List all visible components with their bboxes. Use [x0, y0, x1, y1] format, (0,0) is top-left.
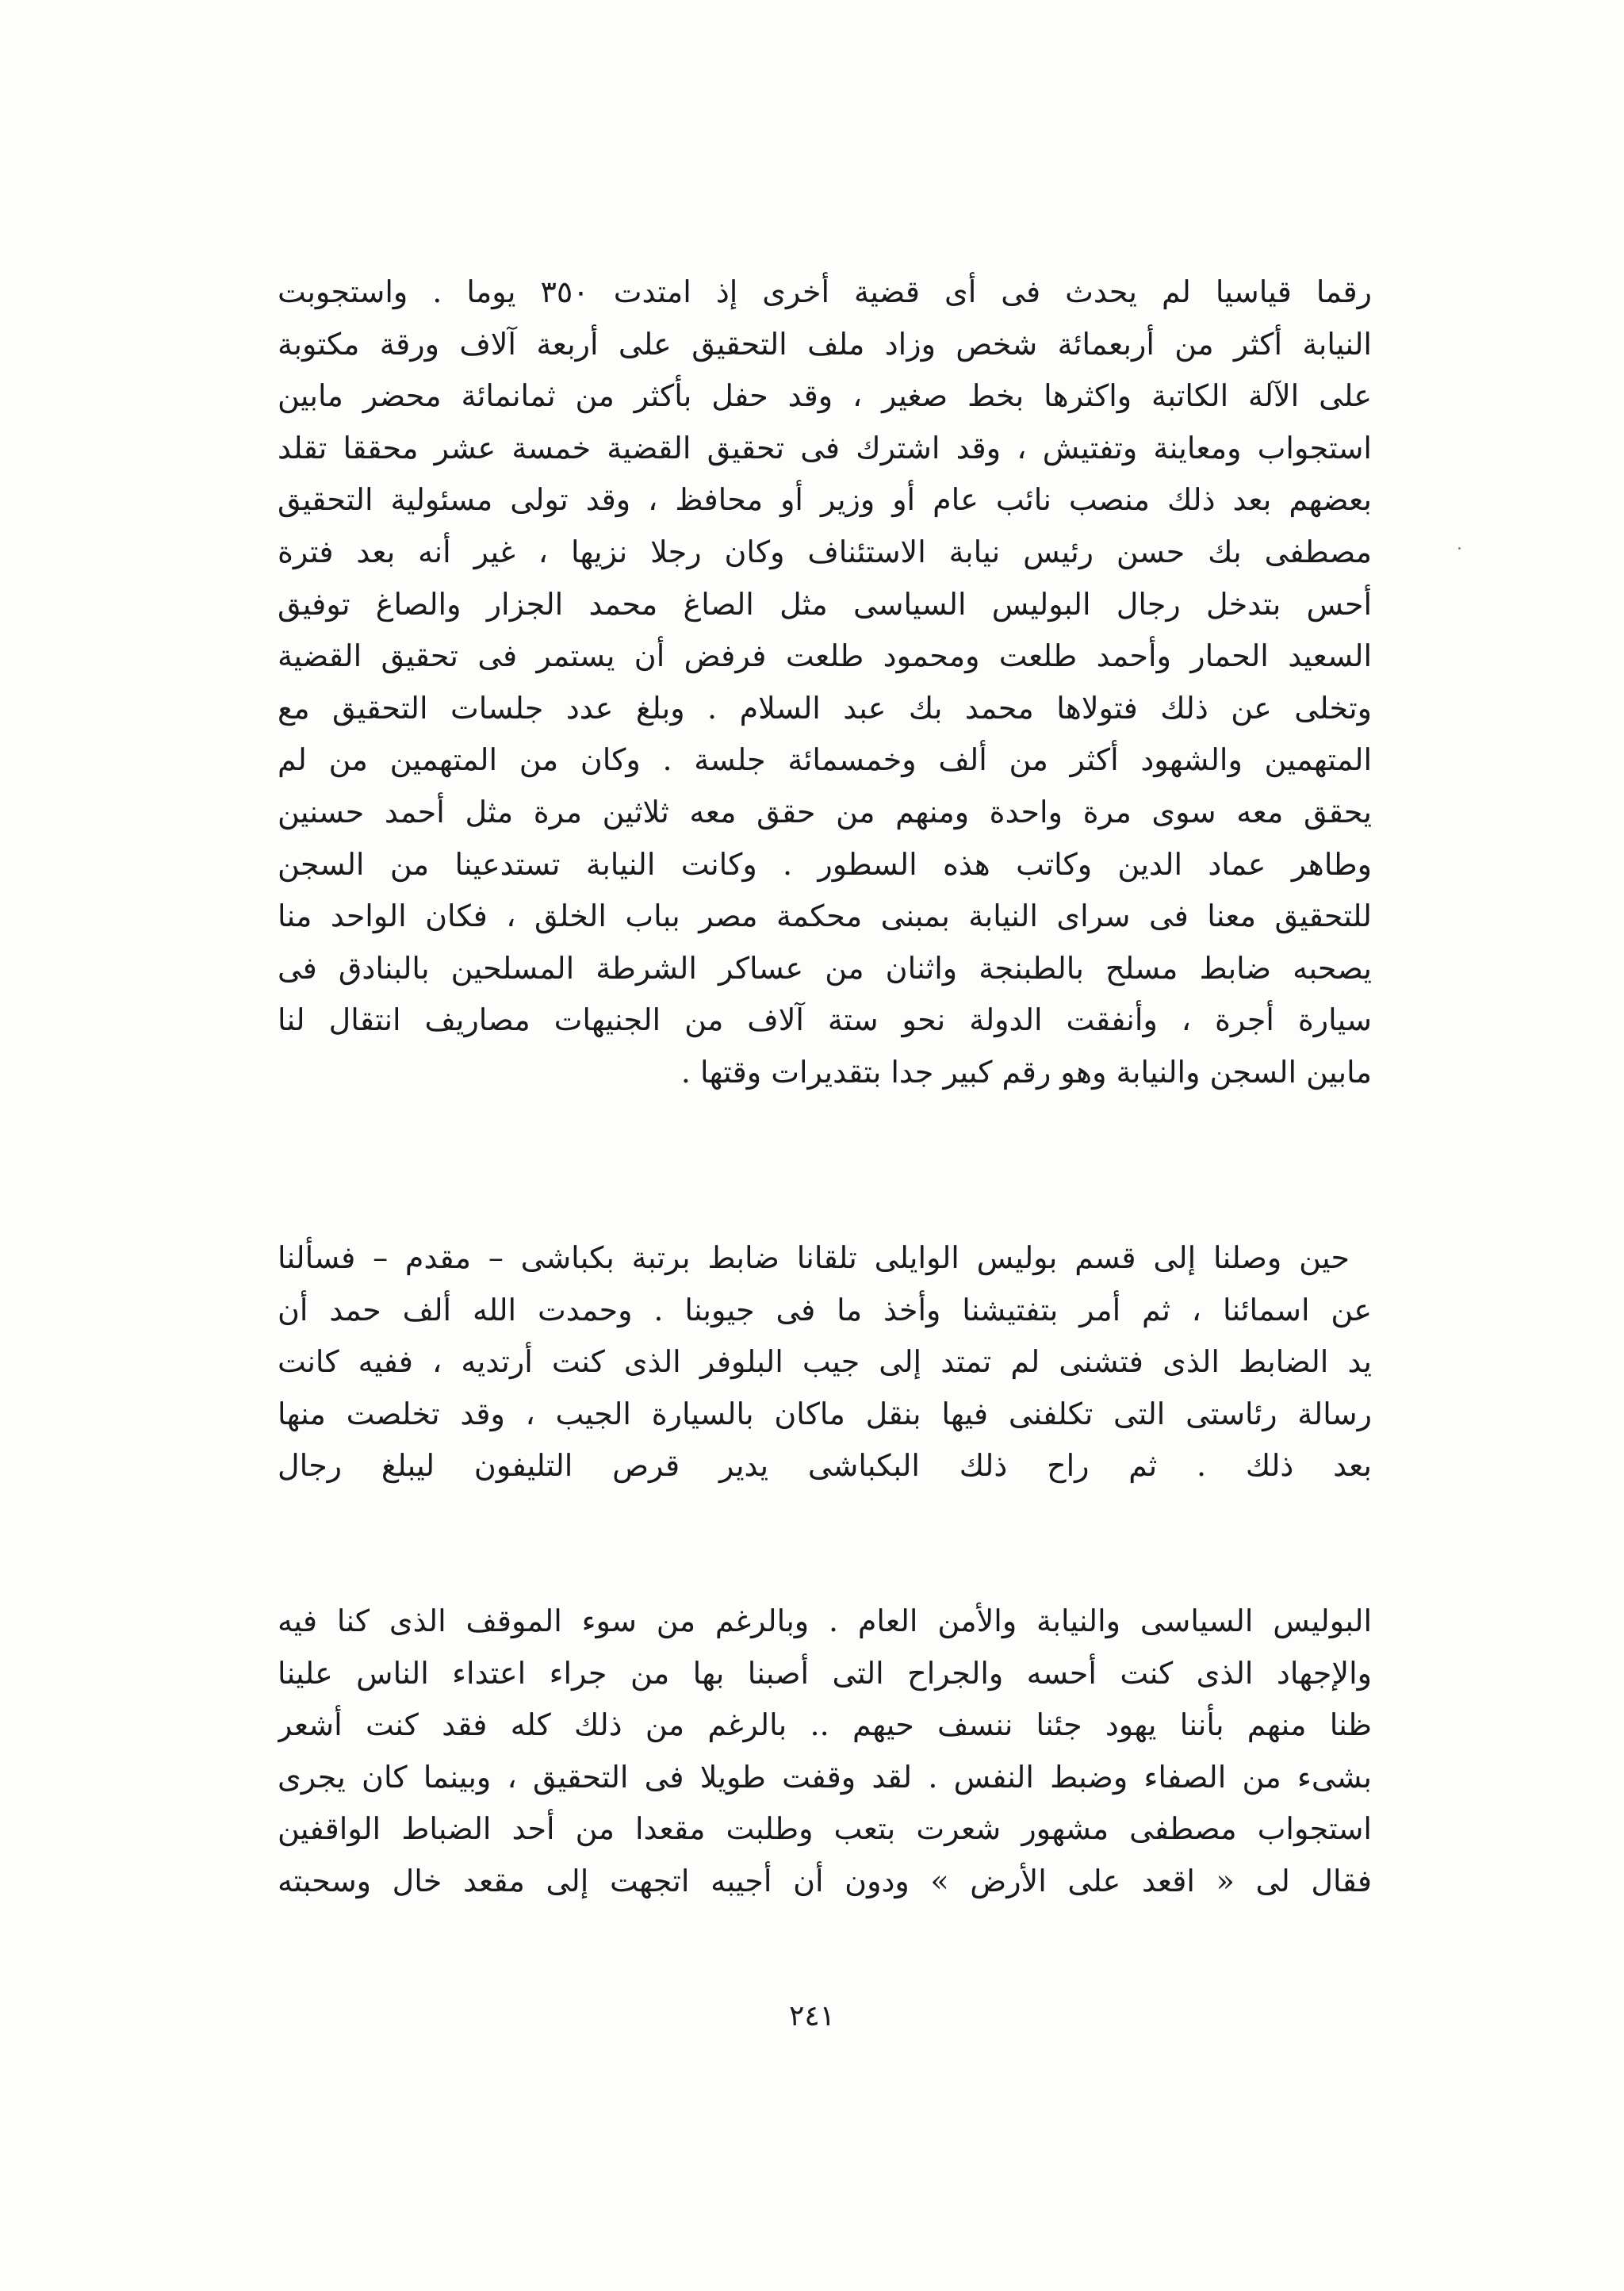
- text-line: رقما قياسيا لم يحدث فى أى قضية أخرى إذ امتدت ٣٥٠ يوما . واستجوبت: [278, 274, 1372, 309]
- text-line: فقال لى « اقعد على الأرض » ودون أن أجيبه اتجهت إلى مقعد خال وسحبته: [278, 1863, 1372, 1898]
- text-line: رسالة رئاستى التى تكلفنى فيها بنقل ماكان بالسيارة الجيب ، وقد تخلصت منها: [278, 1396, 1372, 1431]
- text-line: استجواب مصطفى مشهور شعرت بتعب وطلبت مقعدا من أحد الضباط الواقفين: [278, 1811, 1372, 1847]
- text-line: عن اسمائنا ، ثم أمر بتفتيشنا وأخذ ما فى جيوبنا . وحمدت الله ألف حمد أن: [278, 1292, 1372, 1327]
- text-line: مصطفى بك حسن رئيس نيابة الاستئناف وكان رجلا نزيها ، غير أنه بعد فترة: [278, 534, 1372, 569]
- text-line: بعد ذلك . ثم راح ذلك البكباشى يدير قرص التليفون ليبلغ رجال: [278, 1448, 1372, 1484]
- page-number: ٢٤١: [788, 2000, 835, 2032]
- text-line: والإجهاد الذى كنت أحسه والجراح التى أصبنا بها من جراء اعتداء الناس علينا: [278, 1655, 1372, 1691]
- text-line: ظنا منهم بأننا يهود جئنا ننسف حيهم .. بالرغم من ذلك كله فقد كنت أشعر: [278, 1707, 1372, 1743]
- paragraph-2: [278, 1232, 1372, 1492]
- text-line: البوليس السياسى والنيابة والأمن العام . وبالرغم من سوء الموقف الذى كنا فيه: [278, 1603, 1372, 1638]
- text-line: مابين السجن والنيابة وهو رقم كبير جدا بتقديرات وقتها .: [680, 1054, 1372, 1090]
- text-line: النيابة أكثر من أربعمائة شخص وزاد ملف التحقيق على أربعة آلاف ورقة مكتوبة: [278, 326, 1372, 362]
- text-line: المتهمين والشهود أكثر من ألف وخمسمائة جلسة . وكان من المتهمين من لم: [278, 742, 1372, 778]
- text-line: السعيد الحمار وأحمد طلعت ومحمود طلعت فرفض أن يستمر فى تحقيق القضية: [278, 638, 1372, 674]
- text-line: على الآلة الكاتبة واكثرها بخط صغير ، وقد حفل بأكثر من ثمانمائة محضر مابين: [278, 378, 1372, 414]
- text-line: يحقق معه سوى مرة واحدة ومنهم من حقق معه ثلاثين مرة مثل أحمد حسنين: [278, 794, 1372, 829]
- text-line: حين وصلنا إلى قسم بوليس الوايلى تلقانا ضابط برتبة بكباشى – مقدم – فسألنا: [278, 1240, 1350, 1275]
- text-line: وطاهر عماد الدين وكاتب هذه السطور . وكانت النيابة تستدعينا من السجن: [278, 846, 1372, 882]
- text-line: سيارة أجرة ، وأنفقت الدولة نحو ستة آلاف من الجنيهات مصاريف انتقال لنا: [278, 1002, 1372, 1038]
- text-line: استجواب ومعاينة وتفتيش ، وقد اشترك فى تحقيق القضية خمسة عشر محققا تقلد: [278, 430, 1372, 465]
- paragraph-1: [278, 266, 1372, 1099]
- text-line: يصحبه ضابط مسلح بالطبنجة واثنان من عساكر الشرطة المسلحين بالبنادق فى: [278, 950, 1372, 986]
- text-line: أحس بتدخل رجال البوليس السياسى مثل الصاغ محمد الجزار والصاغ توفيق: [278, 586, 1372, 622]
- margin-speck: [1458, 547, 1461, 550]
- text-line: وتخلى عن ذلك فتولاها محمد بك عبد السلام . وبلغ عدد جلسات التحقيق مع: [278, 690, 1372, 726]
- text-line: يد الضابط الذى فتشنى لم تمتد إلى جيب البلوفر الذى كنت أرتديه ، ففيه كانت: [278, 1344, 1372, 1380]
- text-line: للتحقيق معنا فى سراى النيابة بمبنى محكمة مصر بباب الخلق ، فكان الواحد منا: [278, 898, 1372, 934]
- text-line: بعضهم بعد ذلك منصب نائب عام أو وزير أو محافظ ، وقد تولى مسئولية التحقيق: [278, 482, 1372, 518]
- text-line: بشىء من الصفاء وضبط النفس . لقد وقفت طويلا فى التحقيق ، وبينما كان يجرى: [278, 1759, 1372, 1795]
- paragraph-3: [278, 1596, 1372, 1908]
